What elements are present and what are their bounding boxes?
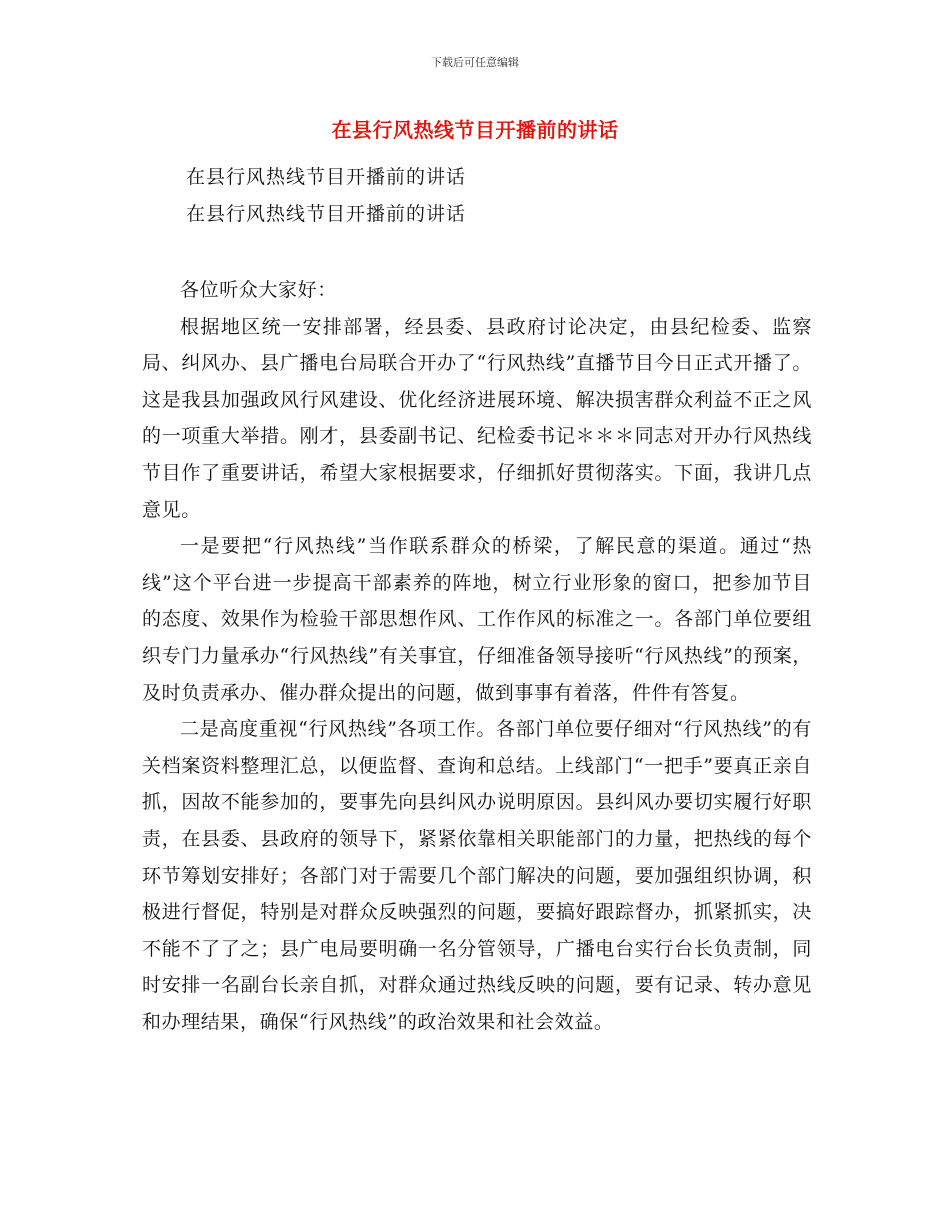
body-paragraph: 二是高度重视“行风热线”各项工作。各部门单位要仔细对“行风热线”的有关档案资料整理汇总，以便监督、查询和总结。上线部门“一把手”要真正亲自抓，因故不能参加的，要事先向县纠风办说明原因。县纠风办要切实履行好职责，在县委、县政府的领导下，紧紧依靠相关职能部门的力量，把热线的每个环节筹划安排好；各部门对于需要几个部门解决的问题，要加强组织协调，积极进行督促，特别是对群众反映强烈的问题，要搞好跟踪督办，抓紧抓实，决不能不了了之；县广电局要明确一名分管领导，广播电台实行台长负责制，同时安排一名副台长亲自抓，对群众通过热线反映的问题，要有记录、转办意见和办理结果，确保“行风热线”的政治效果和社会效益。: [142, 718, 812, 1033]
body-paragraph: 一是要把“行风热线”当作联系群众的桥梁，了解民意的渠道。通过“热线”这个平台进一步提高干部素养的阵地，树立行业形象的窗口，把参加节目的态度、效果作为检验干部思想作风、工作作风的标准之一。各部门单位要组织专门力量承办“行风热线”有关事宜，仔细准备领导接听“行风热线”的预案，及时负责承办、催办群众提出的问题，做到事事有着落，件件有答复。: [142, 535, 812, 704]
header-note: 下载后可任意编辑: [431, 56, 519, 69]
subtitle-line: 在县行风热线节目开播前的讲话: [186, 166, 467, 188]
body-paragraph: 根据地区统一安排部署，经县委、县政府讨论决定，由县纪检委、监察局、纠风办、县广播电台局联合开办了“行风热线”直播节目今日正式开播了。这是我县加强政风行风建设、优化经济进展环境、解决损害群众利益不正之风的一项重大举措。刚才，县委副书记、纪检委书记＊＊＊同志对开办行风热线节目作了重要讲话，希望大家根据要求，仔细抓好贯彻落实。下面，我讲几点意见。: [142, 315, 812, 521]
document-body: [142, 272, 812, 1040]
greeting: 各位听众大家好：: [180, 279, 337, 301]
document-title: 在县行风热线节目开播前的讲话: [331, 118, 619, 142]
subtitle-line: 在县行风热线节目开播前的讲话: [186, 203, 467, 225]
